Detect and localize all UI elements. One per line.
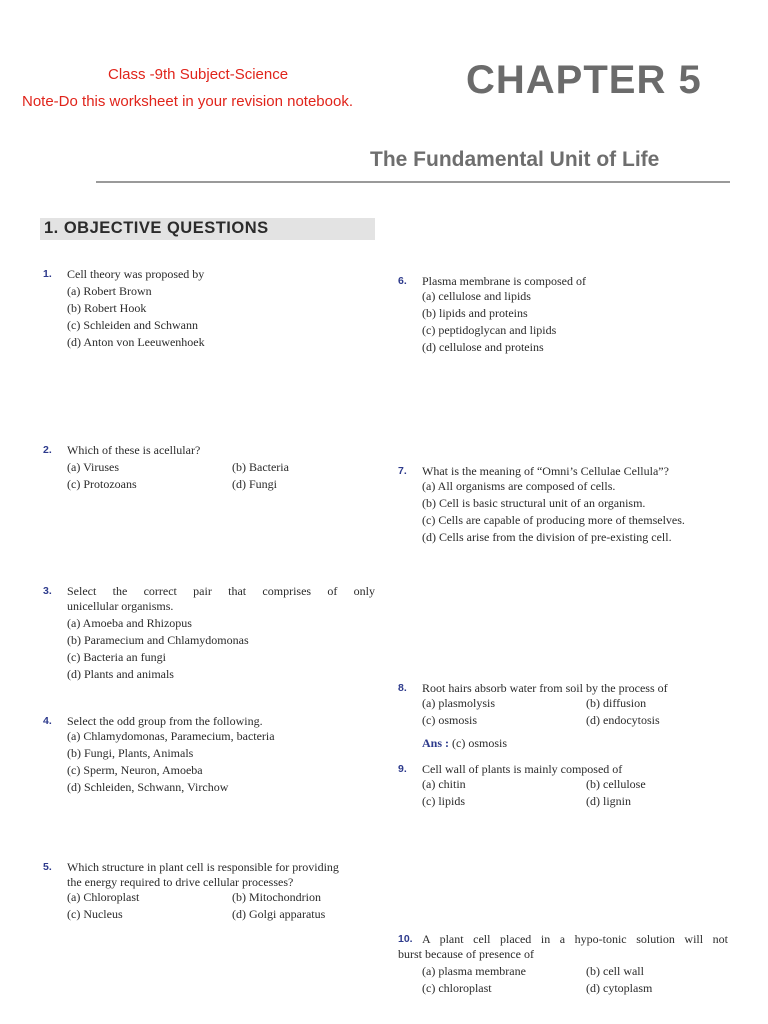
question-number: 2. — [43, 444, 52, 456]
header-divider — [96, 181, 730, 183]
question-stem: What is the meaning of “Omni’s Cellulae Cellula”? — [422, 464, 669, 478]
revision-note: Note-Do this worksheet in your revision notebook. — [22, 93, 353, 110]
answer-line — [422, 735, 738, 752]
option-a: (a) Viruses — [67, 460, 120, 474]
option-c: (c) Cells are capable of producing more of themselves. — [422, 513, 685, 527]
question-8 — [398, 680, 738, 752]
question-stem: Cell wall of plants is mainly composed of — [422, 762, 623, 776]
option-d: (d) cellulose and proteins — [422, 340, 544, 354]
option-c: (c) chloroplast — [422, 981, 492, 995]
question-stem-line-2: unicellular organisms. — [67, 599, 174, 613]
question-stem-line-2: burst because of presence of — [398, 947, 534, 961]
question-number: 10. — [398, 933, 413, 945]
option-a: (a) Chloroplast — [67, 890, 140, 904]
option-c: (c) Protozoans — [67, 477, 137, 491]
question-6 — [398, 273, 728, 356]
option-b: (b) Fungi, Plants, Animals — [67, 746, 194, 760]
chapter-heading: CHAPTER 5 — [466, 58, 702, 102]
question-stem-line-1: Which structure in plant cell is responsible for providing — [67, 860, 339, 874]
option-c: (c) peptidoglycan and lipids — [422, 323, 557, 337]
question-4 — [43, 713, 373, 796]
option-a: (a) chitin — [422, 777, 466, 791]
option-a: (a) plasmolysis — [422, 696, 495, 710]
question-stem: Root hairs absorb water from soil by the process of — [422, 681, 668, 695]
question-stem-line-1: A plant cell placed in a hypo-tonic solution will not — [422, 932, 728, 946]
option-a: (a) cellulose and lipids — [422, 289, 531, 303]
question-stem-line-1: Select the correct pair that comprises of only — [67, 584, 375, 598]
question-10 — [398, 931, 728, 997]
option-a: (a) All organisms are composed of cells. — [422, 479, 616, 493]
option-d: (d) cytoplasm — [586, 981, 653, 995]
option-a: (a) Chlamydomonas, Paramecium, bacteria — [67, 729, 275, 743]
option-d: (d) Anton von Leeuwenhoek — [67, 335, 205, 349]
option-a: (a) Robert Brown — [67, 284, 152, 298]
option-b: (b) cell wall — [586, 964, 644, 978]
option-c: (c) lipids — [422, 794, 465, 808]
option-d: (d) Golgi apparatus — [232, 907, 326, 921]
option-d: (d) Cells arise from the division of pre-existing cell. — [422, 530, 672, 544]
question-number: 4. — [43, 715, 52, 727]
question-7 — [398, 463, 738, 546]
question-stem-line-2: the energy required to drive cellular processes? — [67, 875, 294, 889]
option-b: (b) cellulose — [586, 777, 646, 791]
question-stem: Cell theory was proposed by — [67, 267, 205, 281]
option-b: (b) Robert Hook — [67, 301, 147, 315]
option-d: (d) lignin — [586, 794, 631, 808]
answer-label: Ans : — [422, 736, 450, 750]
option-b: (b) Paramecium and Chlamydomonas — [67, 633, 249, 647]
question-stem: Plasma membrane is composed of — [422, 274, 586, 288]
option-d: (d) Fungi — [232, 477, 277, 491]
question-3 — [43, 583, 375, 683]
option-c: (c) Schleiden and Schwann — [67, 318, 198, 332]
question-1 — [43, 266, 373, 351]
class-subject-line: Class -9th Subject-Science — [108, 66, 289, 83]
question-stem: Select the odd group from the following. — [67, 714, 263, 728]
option-b: (b) diffusion — [586, 696, 647, 710]
section-title: 1. OBJECTIVE QUESTIONS — [44, 219, 269, 237]
option-c: (c) osmosis — [422, 713, 477, 727]
option-d: (d) Schleiden, Schwann, Virchow — [67, 780, 229, 794]
question-number: 3. — [43, 585, 52, 597]
chapter-subtitle: The Fundamental Unit of Life — [370, 148, 660, 171]
option-b: (b) Bacteria — [232, 460, 289, 474]
option-d: (d) endocytosis — [586, 713, 660, 727]
option-b: (b) lipids and proteins — [422, 306, 528, 320]
question-number: 9. — [398, 763, 407, 775]
option-b: (b) Cell is basic structural unit of an organism. — [422, 496, 646, 510]
question-number: 7. — [398, 465, 407, 477]
question-stem: Which of these is acellular? — [67, 443, 201, 457]
option-c: (c) Bacteria an fungi — [67, 650, 166, 664]
question-number: 6. — [398, 275, 407, 287]
option-c: (c) Sperm, Neuron, Amoeba — [67, 763, 203, 777]
question-number: 5. — [43, 861, 52, 873]
option-a: (a) plasma membrane — [422, 964, 526, 978]
question-number: 8. — [398, 682, 407, 694]
option-d: (d) Plants and animals — [67, 667, 174, 681]
question-2 — [43, 442, 373, 493]
question-number: 1. — [43, 268, 52, 280]
option-b: (b) Mitochondrion — [232, 890, 321, 904]
option-c: (c) Nucleus — [67, 907, 123, 921]
question-5 — [43, 859, 377, 923]
question-9 — [398, 761, 738, 810]
answer-value: (c) osmosis — [452, 736, 508, 750]
option-a: (a) Amoeba and Rhizopus — [67, 616, 192, 630]
